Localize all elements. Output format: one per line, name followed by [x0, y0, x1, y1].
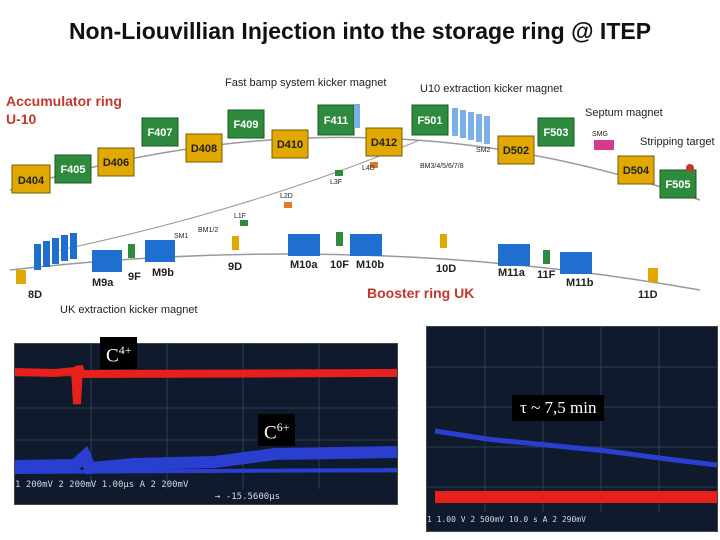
booster-11f: [543, 250, 550, 264]
sm2-label: SM2: [476, 147, 491, 154]
label-8d: 8D: [28, 289, 43, 301]
magnet-d406: [98, 148, 134, 176]
u10-extraction-kicker-magnet: [452, 108, 490, 144]
label-m10a: M10a: [290, 259, 318, 271]
ion-label-c6: [258, 414, 295, 446]
magnet-f505-label: F505: [665, 179, 691, 191]
ion-label-c4-charge: 4+: [118, 343, 132, 357]
label-10d: 10D: [436, 263, 457, 275]
magnet-f407-label: F407: [147, 127, 173, 139]
l1f-label: L1F: [234, 213, 247, 220]
magnet-d406-label: D406: [102, 157, 130, 169]
label-m9b: M9b: [152, 267, 174, 279]
accumulator-ring-label-line1: Accumulator ring: [6, 93, 122, 109]
page-title: Non-Liouvillian Injection into the storage ring @ ITEP: [68, 18, 652, 44]
magnet-d410-label: D410: [276, 139, 304, 151]
label-10f: 10F: [330, 259, 349, 271]
booster-m9b: [145, 240, 175, 262]
label-9d: 9D: [228, 261, 243, 273]
trace-blue-c6-lower: [15, 470, 397, 472]
magnet-f505: [660, 170, 696, 198]
septum-label: Septum magnet: [585, 107, 663, 119]
oscilloscope-right: [426, 326, 718, 532]
label-m9a: M9a: [92, 277, 114, 289]
smg-label: SMG: [592, 131, 608, 138]
magnet-d502: [498, 136, 534, 164]
booster-9f: [128, 244, 135, 258]
magnet-d412-label: D412: [370, 137, 398, 149]
magnet-d504-label: D504: [622, 165, 650, 177]
magnet-f503-label: F503: [543, 127, 569, 139]
magnet-d408-label: D408: [190, 143, 218, 155]
stripping-target: [686, 164, 694, 172]
oscilloscope-left: [14, 343, 398, 505]
sm1-label: SM1: [174, 233, 189, 240]
magnet-f411-label: F411: [323, 115, 349, 127]
septum-magnet: [594, 140, 614, 150]
magnet-d404-label: D404: [17, 175, 45, 187]
ion-label-c4-symbol: C: [106, 345, 119, 367]
label-m11b: M11b: [566, 277, 594, 289]
quad-l2d: [284, 202, 292, 208]
magnet-d504: [618, 156, 654, 184]
magnet-d412: [366, 128, 402, 156]
bm12-label: BM1/2: [198, 227, 219, 234]
booster-m11a: [498, 244, 530, 266]
label-m10b: M10b: [356, 259, 385, 271]
magnet-f407: [142, 118, 178, 146]
trace-red-c4: [15, 366, 397, 404]
magnet-f503: [538, 118, 574, 146]
magnet-f411: [318, 105, 354, 135]
booster-m11b: [560, 252, 592, 274]
ion-label-c6-symbol: C: [264, 422, 277, 444]
label-11f: 11F: [537, 269, 556, 281]
oscilloscope-right-traces: [427, 327, 717, 531]
magnet-f501: [412, 105, 448, 135]
magnet-d408: [186, 134, 222, 162]
label-m11a: M11a: [498, 267, 525, 279]
label-9f: 9F: [128, 271, 141, 283]
accumulator-ring-label-line2: U-10: [6, 111, 37, 127]
stripping-label: Stripping target: [640, 136, 715, 148]
magnet-f405: [55, 155, 91, 183]
lifetime-label: τ ~ 7,5 min: [512, 395, 604, 421]
quad-l3f: [335, 170, 343, 176]
ion-label-c4: [100, 337, 137, 369]
booster-9d: [232, 236, 239, 250]
u10-extraction-label: U10 extraction kicker magnet: [420, 83, 563, 95]
bm-label: BM3/4/5/6/7/8: [420, 163, 464, 170]
magnet-f409: [228, 110, 264, 138]
trace-blue-decay: [435, 431, 717, 465]
booster-11d: [648, 268, 658, 282]
oscilloscope-left-status: 1 200mV 2 200mV 1.00µs A 2 200mV: [15, 480, 189, 490]
booster-10f: [336, 232, 343, 246]
booster-10d: [440, 234, 447, 248]
l2d-label: L2D: [280, 193, 293, 200]
booster-m9a: [92, 250, 122, 272]
label-11d: 11D: [638, 289, 658, 301]
fast-bamp-label: Fast bamp system kicker magnet: [225, 77, 387, 89]
magnet-d410: [272, 130, 308, 158]
booster-m10a: [288, 234, 320, 256]
booster-8d: [16, 270, 26, 284]
trace-blue-c6: [15, 452, 397, 468]
booster-m10b: [350, 234, 382, 256]
magnet-f409-label: F409: [233, 119, 259, 131]
ion-label-c6-charge: 6+: [276, 420, 290, 434]
magnet-f405-label: F405: [60, 164, 86, 176]
quad-l1f: [240, 220, 248, 226]
oscilloscope-left-status-2: → -15.5600µs: [215, 492, 281, 502]
fast-bamp-kicker-magnet: [354, 104, 360, 128]
l3f-label: L3F: [330, 179, 343, 186]
storage-ring-diagram: [0, 60, 720, 320]
oscilloscope-right-status: 1 1.00 V 2 500mV 10.0 s A 2 290mV: [427, 515, 586, 524]
magnet-d404: [12, 165, 50, 193]
l4d-label: L4D: [362, 165, 375, 172]
magnet-d502-label: D502: [502, 145, 530, 157]
magnet-f501-label: F501: [417, 115, 443, 127]
uk-extraction-label: UK extraction kicker magnet: [60, 304, 198, 316]
booster-ring-label: Booster ring UK: [367, 285, 475, 301]
